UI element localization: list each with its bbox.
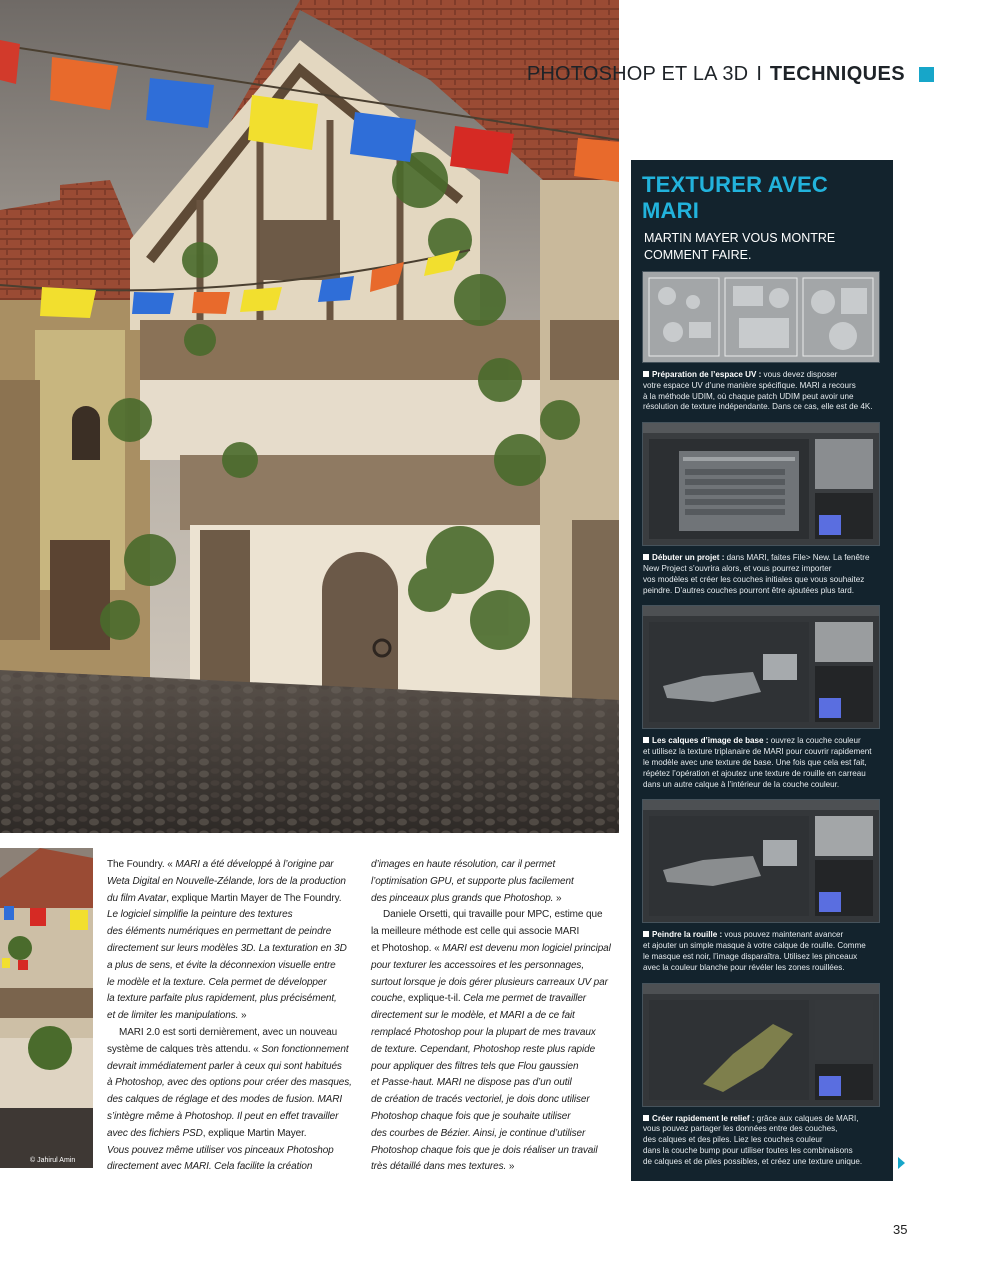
bullet-square-icon bbox=[643, 554, 649, 560]
article-line bbox=[371, 1126, 618, 1143]
article-line bbox=[107, 1159, 357, 1176]
quote-text: et Passe-haut. MARI ne dispose pas d’un outil bbox=[371, 1077, 572, 1089]
narrative-text: » bbox=[506, 1161, 515, 1173]
bullet-square-icon bbox=[643, 1115, 649, 1121]
article-line bbox=[371, 1059, 618, 1076]
narrative-text: The Foundry. « bbox=[107, 859, 176, 870]
image-credit: © Jahirul Amin bbox=[30, 1157, 76, 1164]
step-text: vous devez disposer bbox=[761, 370, 838, 379]
step-caption-base-layers bbox=[642, 736, 882, 790]
sidebar-subtitle-line: COMMENT FAIRE. bbox=[644, 248, 752, 262]
article-line bbox=[107, 958, 357, 975]
step-caption-relief bbox=[642, 1114, 882, 1168]
article-line bbox=[371, 1092, 618, 1109]
step-text: vous pouvez partager les données entre des couches, bbox=[643, 1124, 838, 1134]
quote-text: du film Avatar bbox=[107, 892, 167, 904]
article-line bbox=[371, 991, 618, 1008]
step-text: des calques et des piles. Liez les couches couleur bbox=[643, 1135, 823, 1145]
quote-text: surtout lorsque je dois gérer plusieurs carreaux UV par bbox=[371, 976, 608, 988]
accent-square-icon bbox=[919, 67, 934, 82]
article-line bbox=[371, 1075, 618, 1092]
quote-text: directement sur le modèle, et MARI a de ce fait bbox=[371, 1010, 575, 1022]
article-line bbox=[371, 924, 618, 941]
quote-text: pour texturer les accessoires et les personnages, bbox=[371, 959, 584, 971]
uv-layout-screenshot bbox=[642, 271, 880, 363]
step-title: Débuter un projet : bbox=[652, 553, 725, 563]
article-column-1 bbox=[107, 857, 357, 1176]
section-rubric: TECHNIQUES bbox=[769, 63, 905, 85]
article-line bbox=[371, 891, 618, 908]
narrative-text: système de calques très attendu. « bbox=[107, 1043, 262, 1055]
step-text: grâce aux calques de MARI, bbox=[754, 1113, 859, 1123]
article-line bbox=[371, 958, 618, 975]
quote-text: couche bbox=[371, 993, 403, 1005]
article-line bbox=[371, 1008, 618, 1025]
quote-text: a plus de sens, et évite la déconnexion visuelle entre bbox=[107, 959, 336, 971]
quote-text: avec des fichiers PSD bbox=[107, 1127, 203, 1139]
bullet-square-icon bbox=[643, 371, 649, 377]
narrative-text: Daniele Orsetti, qui travaille pour MPC, estime que bbox=[383, 909, 603, 921]
article-column-2 bbox=[371, 857, 618, 1176]
step-text: et ajouter un simple masque à votre calque de rouille. Comme bbox=[643, 941, 866, 951]
narrative-text: MARI 2.0 est sorti dernièrement, avec un nouveau bbox=[119, 1026, 338, 1038]
sidebar-subtitle-line: MARTIN MAYER VOUS MONTRE bbox=[644, 231, 836, 245]
step-text: avec la couleur blanche pour révéler les zones rouillées. bbox=[643, 962, 845, 972]
quote-text: et de limiter les manipulations. bbox=[107, 1010, 239, 1022]
article-line bbox=[371, 1025, 618, 1042]
quote-text: des calques de réglage et des modes de fusion. MARI bbox=[107, 1094, 343, 1106]
quote-text: Photoshop chaque fois que je dois réaliser un travail bbox=[371, 1144, 598, 1156]
narrative-text: » bbox=[238, 1010, 247, 1022]
article-line bbox=[107, 907, 357, 924]
step-text: le modèle avec une texture de base. Une fois que cela est fait, bbox=[643, 757, 867, 767]
quote-text: Weta Digital en Nouvelle-Zélande, lors de la production bbox=[107, 875, 346, 887]
article-line bbox=[107, 1109, 357, 1126]
narrative-text: et Photoshop. « bbox=[371, 942, 443, 954]
quote-text: Vous pouvez même utiliser vos pinceaux Photoshop bbox=[107, 1144, 334, 1156]
quote-text: devrait immédiatement parler à ceux qui sont habitués bbox=[107, 1060, 342, 1072]
continue-arrow-icon bbox=[898, 1157, 905, 1169]
quote-text: à Photoshop, avec des options pour créer des masques, bbox=[107, 1077, 352, 1089]
step-text: peindre. D’autres couches pourront être ajoutées plus tard. bbox=[643, 585, 855, 595]
quote-text: des pinceaux plus grands que Photoshop. bbox=[371, 892, 554, 904]
article-line bbox=[107, 891, 357, 908]
sidebar-texturer-avec-mari bbox=[631, 160, 893, 1181]
step-text: le masque est noir, l’image disparaîtra. Utilisez les pinceaux bbox=[643, 951, 858, 961]
step-text: répétez l’opération et ajoutez une texture de rouille en carreau bbox=[643, 768, 866, 778]
quote-text: des éléments numériques en permettant de peindre bbox=[107, 926, 332, 938]
article-line bbox=[107, 1008, 357, 1025]
quote-text: MARI a été développé à l’origine par bbox=[175, 859, 334, 870]
quote-text: le modèle et la texture. Cela permet de développer bbox=[107, 976, 327, 988]
rust-paint-screenshot bbox=[642, 799, 880, 923]
article-line bbox=[107, 941, 357, 958]
article-line bbox=[371, 907, 618, 924]
step-text: résolution de texture indépendante. Dans ce cas, elle est de 4K. bbox=[643, 402, 873, 412]
article-line bbox=[107, 975, 357, 992]
step-text: dans la couche bump pour utiliser toutes les combinaisons bbox=[643, 1145, 853, 1155]
article-line bbox=[107, 1126, 357, 1143]
article-line bbox=[107, 924, 357, 941]
quote-text: d’images en haute résolution, car il permet bbox=[371, 859, 556, 870]
quote-text: de création de tracés vectoriel, je dois donc utiliser bbox=[371, 1094, 590, 1106]
quote-text: très détaillé dans mes textures. bbox=[371, 1161, 507, 1173]
narrative-text: , explique Martin Mayer de The Foundry. bbox=[166, 892, 342, 904]
article-thumbnail bbox=[0, 848, 93, 1168]
step-title: Les calques d’image de base : bbox=[652, 736, 769, 746]
quote-text: Son fonctionnement bbox=[261, 1043, 349, 1055]
step-text: dans un autre calque à l’intérieur de la couche couleur. bbox=[643, 779, 840, 789]
relief-screenshot bbox=[642, 983, 880, 1107]
sidebar-subtitle bbox=[642, 230, 882, 264]
step-text: et utilisez la texture triplanaire de MARI pour couvrir rapidement bbox=[643, 747, 872, 757]
article-line bbox=[107, 1092, 357, 1109]
step-caption-uv bbox=[642, 370, 882, 413]
section-topic: PHOTOSHOP ET LA 3D bbox=[526, 63, 749, 85]
quote-text: de texture. Cependant, Photoshop reste plus rapide bbox=[371, 1043, 596, 1055]
narrative-text: » bbox=[553, 892, 562, 904]
page-number: 35 bbox=[893, 1222, 908, 1237]
narrative-text: , explique-t-il. bbox=[402, 993, 464, 1005]
section-header bbox=[527, 63, 934, 86]
step-text: New Project s’ouvrira alors, et vous pourrez importer bbox=[643, 563, 832, 573]
quote-text: pour appliquer des filtres tels que Flou gaussien bbox=[371, 1060, 579, 1072]
quote-text: l’optimisation GPU, et supporte plus facilement bbox=[371, 875, 574, 887]
narrative-text: la meilleure méthode est celle qui associe MARI bbox=[371, 926, 580, 938]
article-line bbox=[107, 857, 357, 874]
quote-text: s’intègre même à Photoshop. Il peut en effet travailler bbox=[107, 1110, 339, 1122]
bullet-square-icon bbox=[643, 931, 649, 937]
article-line bbox=[371, 1109, 618, 1126]
quote-text: Le logiciel simplifie la peinture des textures bbox=[107, 909, 293, 921]
quote-text: Cela me permet de travailler bbox=[463, 993, 587, 1005]
step-text: votre espace UV d’une manière spécifique. MARI a recours bbox=[643, 380, 856, 390]
article-line bbox=[107, 1042, 357, 1059]
step-text: de calques et de piles possibles, et créez une texture unique. bbox=[643, 1156, 863, 1166]
step-text: vous pouvez maintenant avancer bbox=[722, 930, 844, 940]
quote-text: la texture parfaite plus rapidement, plus précisément, bbox=[107, 993, 337, 1005]
step-text: à la méthode UDIM, où chaque patch UDIM peut avoir une bbox=[643, 391, 854, 401]
article-line bbox=[371, 874, 618, 891]
article-line bbox=[371, 975, 618, 992]
hero-illustration bbox=[0, 0, 619, 833]
quote-text: MARI est devenu mon logiciel principal bbox=[442, 942, 611, 954]
header-separator: I bbox=[756, 63, 762, 85]
quote-text: Photoshop chaque fois que je souhaite utiliser bbox=[371, 1110, 571, 1122]
sidebar-title: TEXTURER AVEC MARI bbox=[642, 172, 828, 223]
quote-text: directement sur leurs modèles 3D. La texturation en 3D bbox=[107, 942, 347, 954]
article-line bbox=[371, 1143, 618, 1160]
bullet-square-icon bbox=[643, 737, 649, 743]
step-title: Préparation de l’espace UV : bbox=[652, 370, 762, 379]
quote-text: remplacé Photoshop pour la plupart de mes travaux bbox=[371, 1026, 596, 1038]
article-line bbox=[107, 874, 357, 891]
quote-text: directement avec MARI. Cela facilite la création bbox=[107, 1161, 313, 1173]
article-line bbox=[371, 1042, 618, 1059]
step-text: vos modèles et créer les couches initiales que vous souhaitez bbox=[643, 574, 865, 584]
new-project-screenshot bbox=[642, 422, 880, 546]
step-text: dans MARI, faites File> New. La fenêtre bbox=[724, 553, 870, 563]
base-layers-screenshot bbox=[642, 605, 880, 729]
article-line bbox=[371, 857, 618, 874]
step-caption-new-project bbox=[642, 553, 882, 596]
step-caption-rust bbox=[642, 930, 882, 973]
article-line bbox=[371, 941, 618, 958]
step-title: Peindre la rouille : bbox=[652, 930, 723, 940]
article-line bbox=[107, 1075, 357, 1092]
step-title: Créer rapidement le relief : bbox=[652, 1113, 755, 1123]
article-line bbox=[107, 1143, 357, 1160]
article-line bbox=[107, 991, 357, 1008]
article-line bbox=[107, 1025, 357, 1042]
step-text: ouvrez la couche couleur bbox=[768, 736, 861, 746]
narrative-text: , explique Martin Mayer. bbox=[202, 1127, 307, 1139]
article-line bbox=[107, 1059, 357, 1076]
quote-text: des courbes de Bézier. Ainsi, je continue d’utiliser bbox=[371, 1127, 586, 1139]
article-line bbox=[371, 1159, 618, 1176]
